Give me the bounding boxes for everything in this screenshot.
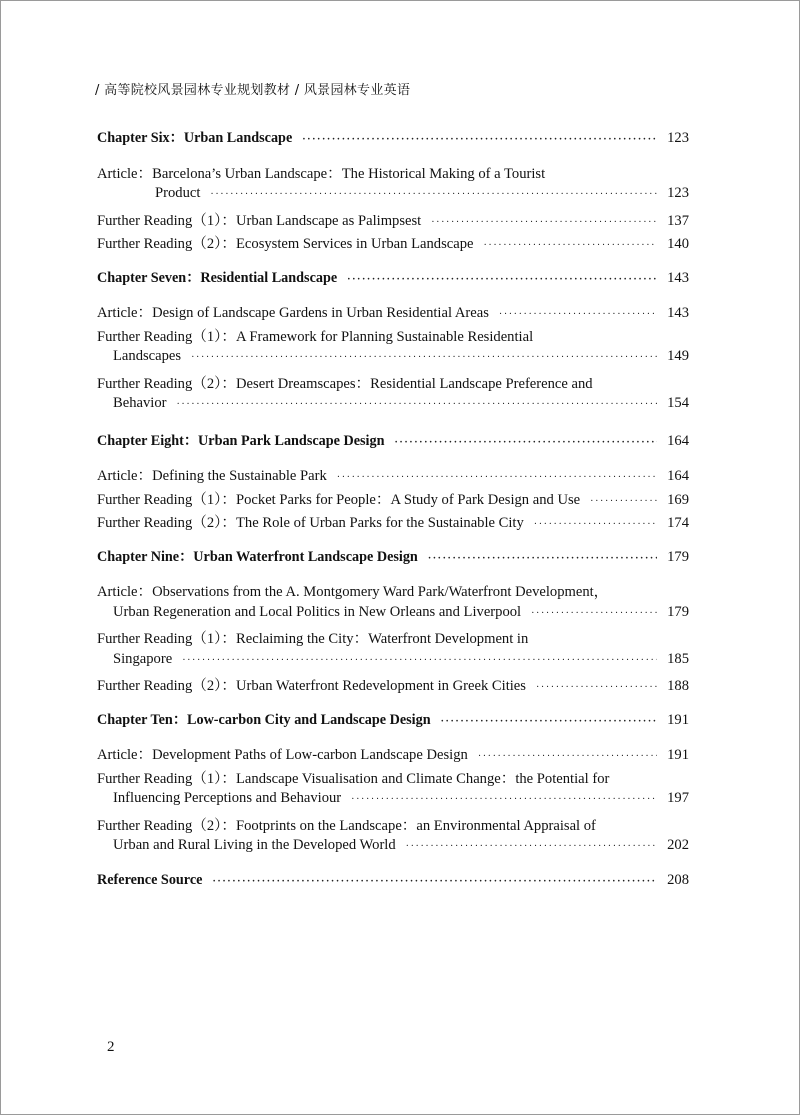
entry-title-cont: Singapore — [113, 650, 173, 667]
entry-title: Further Reading（2）：Desert Dreamscapes：Residential Landscape Preference and — [97, 375, 593, 392]
dot-leader — [177, 399, 658, 410]
chapter-page: 208 — [667, 871, 689, 888]
dot-leader — [534, 519, 657, 530]
chapter-page: 143 — [667, 269, 689, 286]
entry-page: 197 — [667, 790, 689, 806]
dot-leader — [394, 437, 657, 448]
entry-title-cont: Urban Regeneration and Local Politics in New Orleans and Liverpool — [113, 603, 522, 620]
toc-entry-line — [97, 209, 689, 233]
chapter-heading — [97, 546, 689, 570]
entry-title: Further Reading（2）：The Role of Urban Parks for the Sustainable City — [97, 515, 524, 531]
toc-entry-line — [97, 814, 689, 838]
dot-leader — [441, 716, 657, 727]
entry-page: 149 — [667, 348, 689, 364]
entry-page: 140 — [667, 236, 689, 252]
dot-leader — [347, 274, 657, 285]
entry-title: Further Reading（1）：A Framework for Planning Sustainable Residential — [97, 328, 534, 345]
chapter-heading — [97, 430, 689, 454]
toc-entry-line — [97, 767, 689, 791]
chapter-heading — [97, 267, 689, 291]
toc-entry-line — [97, 395, 689, 419]
table-of-contents — [97, 127, 689, 906]
dot-leader — [337, 472, 657, 483]
toc-entry-line — [97, 651, 689, 675]
chapter-page: 123 — [667, 130, 689, 146]
entry-title: Article：Development Paths of Low-carbon Landscape Design — [97, 747, 468, 763]
entry-page: 164 — [667, 468, 689, 484]
entry-page: 174 — [667, 515, 689, 531]
chapter-title: Reference Source — [97, 871, 203, 888]
entry-title: Further Reading（1）：Landscape Visualisation and Climate Change：the Potential for — [97, 770, 610, 787]
entry-page: 143 — [667, 305, 689, 321]
toc-entry-line — [97, 325, 689, 349]
entry-page: 202 — [667, 837, 689, 853]
entry-title: Article：Defining the Sustainable Park — [97, 468, 327, 484]
entry-page: 137 — [667, 212, 689, 229]
entry-page: 185 — [667, 650, 689, 667]
dot-leader — [484, 240, 658, 251]
chapter-title: Chapter Ten：Low-carbon City and Landscape Design — [97, 711, 431, 728]
entry-title-cont: Landscapes — [113, 348, 182, 364]
entry-title: Article：Barcelona’s Urban Landscape：The Historical Making of a Tourist — [97, 165, 546, 182]
entry-page: 191 — [667, 747, 689, 763]
running-header: / 高等院校风景园林专业规划教材 / 风景园林专业英语 — [95, 83, 411, 98]
dot-leader — [191, 352, 657, 363]
chapter-title: Chapter Eight：Urban Park Landscape Design — [97, 432, 385, 449]
dot-leader — [531, 608, 657, 619]
entry-page: 123 — [667, 185, 689, 201]
chapter-title: Chapter Six：Urban Landscape — [97, 130, 293, 146]
dot-leader — [182, 655, 657, 666]
chapter-title: Chapter Nine：Urban Waterfront Landscape Design — [97, 548, 418, 565]
entry-title: Article：Observations from the A. Montgomery Ward Park/Waterfront Development， — [97, 584, 609, 600]
entry-title: Further Reading（2）：Footprints on the Landscape：an Environmental Appraisal of — [97, 817, 596, 834]
dot-leader — [590, 496, 657, 507]
toc-entry-line — [97, 837, 689, 861]
chapter-heading — [97, 872, 689, 896]
dot-leader — [478, 751, 657, 762]
toc-entry-line — [97, 372, 689, 396]
entry-title: Further Reading（2）：Ecosystem Services in Urban Landscape — [97, 236, 474, 252]
entry-title: Further Reading（1）：Pocket Parks for People：A Study of Park Design and Use — [97, 491, 581, 508]
toc-entry-line — [97, 627, 689, 651]
toc-entry-line — [97, 185, 689, 209]
toc-entry-line — [97, 464, 689, 488]
dot-leader — [428, 553, 657, 564]
entry-page: 188 — [667, 678, 689, 694]
entry-title-cont: Product — [155, 185, 201, 201]
entry-title: Further Reading（1）：Reclaiming the City：Waterfront Development in — [97, 631, 529, 647]
entry-title: Article：Design of Landscape Gardens in Urban Residential Areas — [97, 305, 489, 321]
entry-page: 179 — [667, 603, 689, 620]
entry-title-cont: Behavior — [113, 395, 167, 411]
dot-leader — [302, 134, 657, 145]
toc-entry-line — [97, 232, 689, 256]
chapter-page: 191 — [667, 711, 689, 728]
dot-leader — [210, 189, 657, 200]
toc-entry-line — [97, 674, 689, 698]
chapter-heading — [97, 709, 689, 733]
chapter-heading — [97, 127, 689, 151]
toc-entry-line — [97, 511, 689, 535]
toc-entry-line — [97, 162, 689, 186]
toc-entry-line — [97, 604, 689, 628]
dot-leader — [351, 794, 657, 805]
chapter-page: 164 — [667, 432, 689, 449]
entry-title-cont: Influencing Perceptions and Behaviour — [113, 790, 342, 806]
entry-page: 169 — [667, 491, 689, 508]
entry-page: 154 — [667, 395, 689, 411]
toc-entry-line — [97, 488, 689, 512]
dot-leader — [406, 841, 657, 852]
toc-entry-line — [97, 301, 689, 325]
dot-leader — [431, 217, 657, 228]
toc-entry-line — [97, 348, 689, 372]
page-number: 2 — [107, 1039, 115, 1055]
entry-title: Further Reading（2）：Urban Waterfront Redevelopment in Greek Cities — [97, 678, 526, 694]
toc-entry-line — [97, 790, 689, 814]
dot-leader — [499, 309, 657, 320]
entry-title: Further Reading（1）：Urban Landscape as Palimpsest — [97, 212, 422, 229]
chapter-title: Chapter Seven：Residential Landscape — [97, 269, 338, 286]
toc-entry-line — [97, 743, 689, 767]
entry-title-cont: Urban and Rural Living in the Developed World — [113, 837, 396, 853]
dot-leader — [536, 682, 657, 693]
toc-entry-line — [97, 580, 689, 604]
chapter-page: 179 — [667, 548, 689, 565]
dot-leader — [212, 876, 657, 887]
